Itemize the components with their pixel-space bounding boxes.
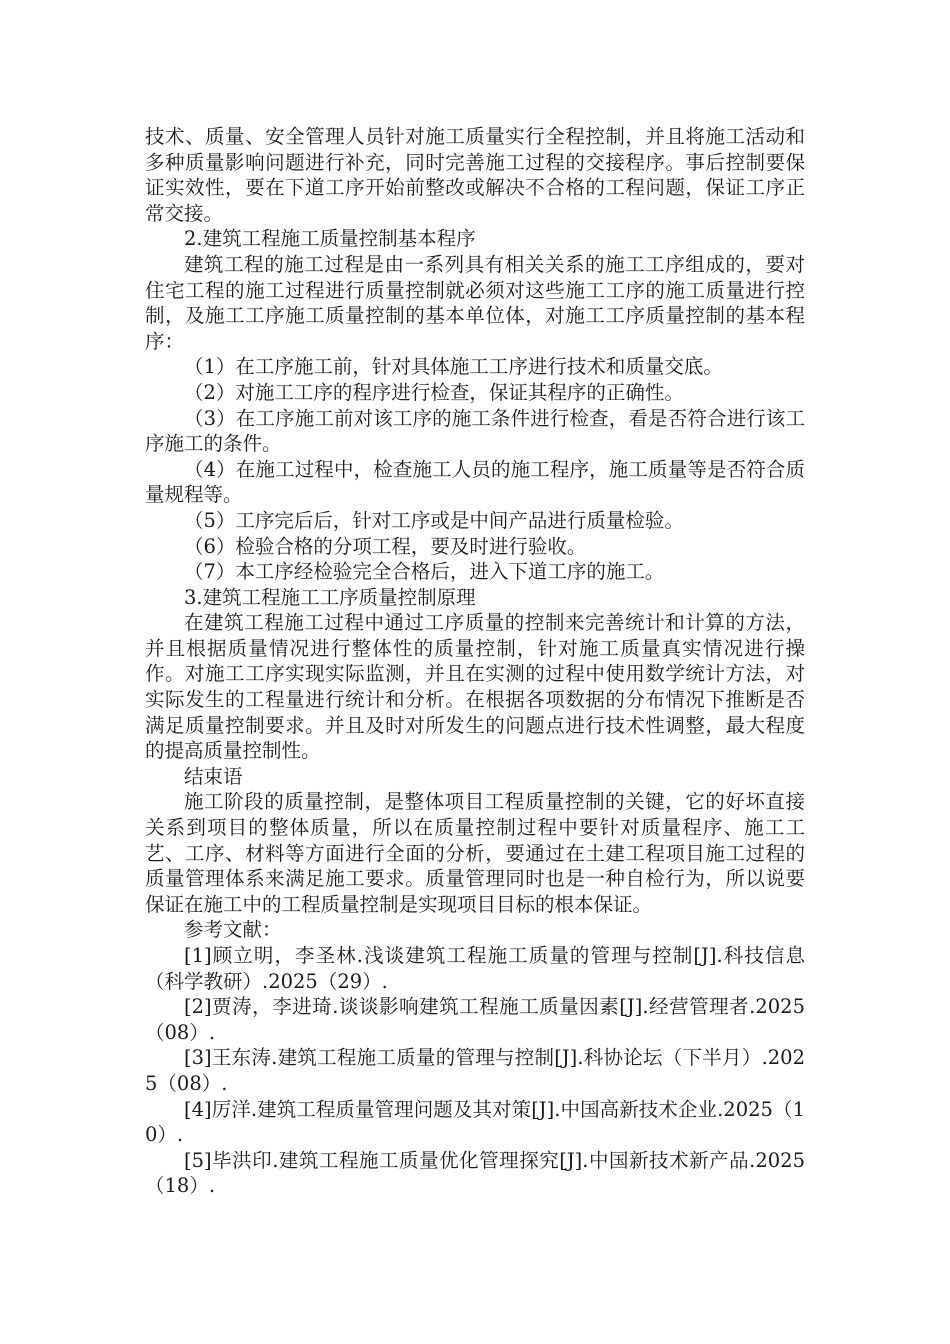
document-page (145, 124, 805, 1199)
list-item-5: （5）工序完后后，针对工序或是中间产品进行质量检验。 (184, 508, 684, 532)
section-heading-conclusion: 结束语 (184, 764, 243, 788)
list-item-7: （7）本工序经检验完全合格后，进入下道工序的施工。 (184, 560, 665, 584)
reference-item-5: [5]毕洪印.建筑工程施工质量优化管理探究[J].中国新技术新产品.2025（18）. (145, 1148, 805, 1198)
reference-item-3: [3]王东涛.建筑工程施工质量的管理与控制[J].科协论坛（下半月）.2025（08）. (145, 1046, 805, 1095)
paragraph-conclusion: 施工阶段的质量控制，是整体项目工程质量控制的关键，它的好坏直接关系到项目的整体质量，所以在质量控制过程中要针对质量程序、施工工艺、工序、材料等方面进行全面的分析，要通过在土建工程项目施工过程的质量管理体系来满足施工要求。质量管理同时也是一种自检行为，所以说要保证在施工中的工程质量控制是实现项目目标的根本保证。 (145, 790, 805, 916)
list-item-6: （6）检验合格的分项工程，要及时进行验收。 (184, 534, 587, 558)
list-item-1: （1）在工序施工前，针对具体施工工序进行技术和质量交底。 (184, 355, 723, 379)
reference-item-2: [2]贾涛，李进琦.谈谈影响建筑工程施工质量因素[J].经营管理者.2025（08）. (145, 995, 805, 1044)
list-item-4: （4）在施工过程中，检查施工人员的施工程序，施工质量等是否符合质量规程等。 (145, 457, 805, 507)
paragraph-principle: 在建筑工程施工过程中通过工序质量的控制来完善统计和计算的方法，并且根据质量情况进行整体性的质量控制，针对施工质量真实情况进行操作。对施工工序实现实际监测，并且在实测的过程中使用数学统计方法，对实际发生的工程量进行统计和分析。在根据各项数据的分布情况下推断是否满足质量控制要求。并且及时对所发生的问题点进行技术性调整，最大程度的提高质量控制性。 (145, 611, 805, 763)
list-item-3: （3）在工序施工前对该工序的施工条件进行检查，看是否符合进行该工序施工的条件。 (145, 406, 805, 456)
paragraph-continued: 技术、质量、安全管理人员针对施工质量实行全程控制，并且将施工活动和多种质量影响问题进行补充，同时完善施工过程的交接程序。事后控制要保证实效性，要在下道工序开始前整改或解决不合格的工程问题，保证工序正常交接。 (145, 125, 805, 225)
reference-item-1: [1]顾立明，李圣林.浅谈建筑工程施工质量的管理与控制[J].科技信息（科学教研）.2025（29）. (145, 944, 805, 993)
section-heading-references: 参考文献： (184, 918, 282, 942)
section-heading-basic-procedure: 2.建筑工程施工质量控制基本程序 (184, 227, 476, 251)
list-item-2: （2）对施工工序的程序进行检查，保证其程序的正确性。 (184, 380, 684, 404)
paragraph-procedure-intro: 建筑工程的施工过程是由一系列具有相关关系的施工工序组成的，要对住宅工程的施工过程进行质量控制就必须对这些施工工序的施工质量进行控制，及施工工序施工质量控制的基本单位体，对施工工序质量控制的基本程序： (145, 252, 805, 353)
reference-item-4: [4]厉洋.建筑工程质量管理问题及其对策[J].中国高新技术企业.2025（10）. (145, 1097, 805, 1147)
section-heading-principle: 3.建筑工程施工工序质量控制原理 (184, 585, 476, 609)
